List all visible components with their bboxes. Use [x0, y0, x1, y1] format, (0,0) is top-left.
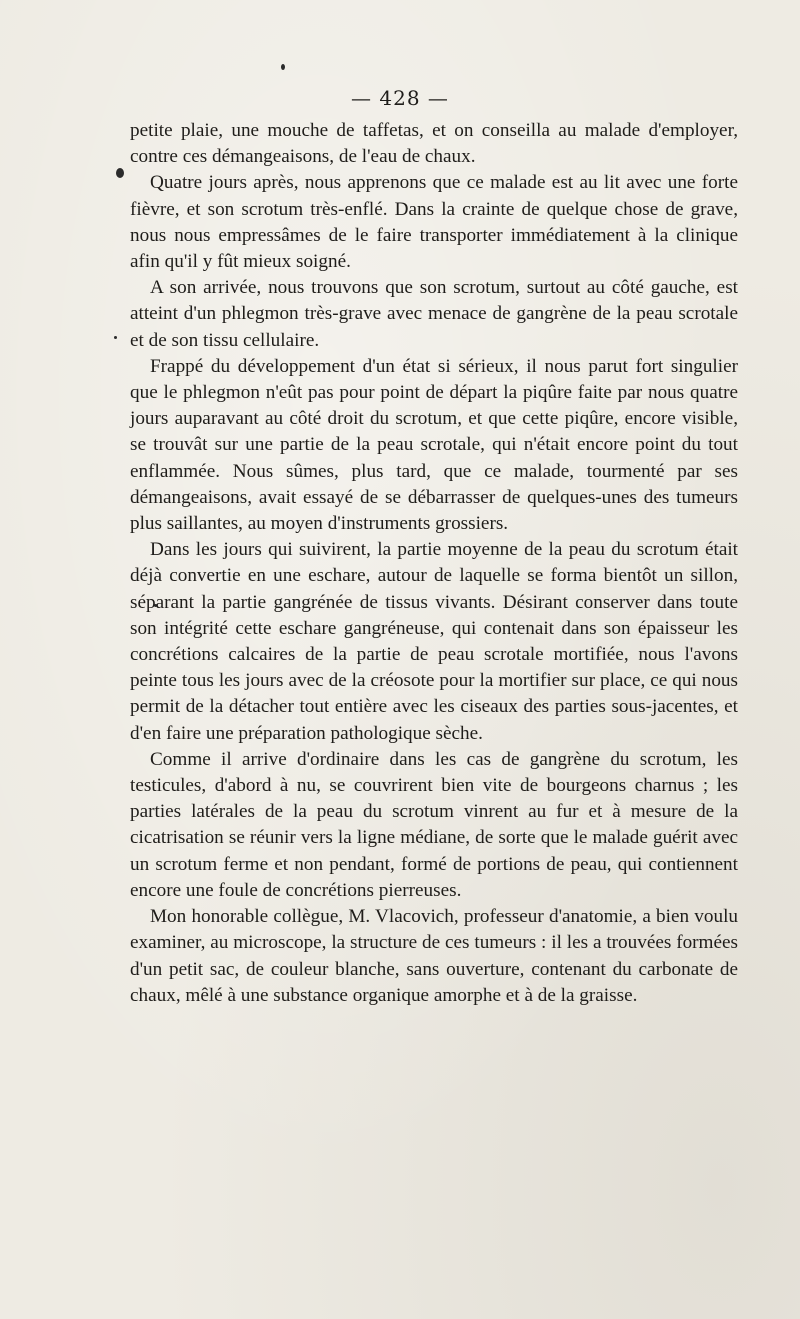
page-number: — 428 — [351, 86, 449, 110]
ink-speck [281, 64, 285, 70]
ink-speck [114, 336, 117, 339]
paragraph: Mon honorable collègue, M. Vlacovich, professeur d'anatomie, a bien voulu examiner, au microscope, la structure de ces tumeurs : il les a trouvées formées d'un petit sac, de couleur blanche, sans ouverture, contenant du carbonate de chaux, mêlé à une substance organique amorphe et à de la graisse. [130, 906, 738, 1006]
body-text [130, 118, 738, 1009]
paragraph: Frappé du développement d'un état si sérieux, il nous parut fort singulier que le phlegmon n'eût pas pour point de départ la piqûre faite par nous quatre jours auparavant au côté droit du scrotum, et que cette piqûre, encore visible, se trouvât sur une partie de la peau scrotale, qui n'était encore point du tout enflammée. Nous sûmes, plus tard, que ce malade, tourmenté par ses démangeaisons, avait essayé de se débarrasser de quelques-unes des tumeurs plus saillantes, au moyen d'instruments grossiers. [130, 355, 738, 535]
paragraph: Comme il arrive d'ordinaire dans les cas de gangrène du scrotum, les testicules, d'abord à nu, se couvrirent bien vite de bourgeons charnus ; les parties latérales de la peau du scrotum vinrent au fur et à mesure de la cicatrisation se réunir vers la ligne médiane, de sorte que le malade guérit avec un scrotum ferme et non pendant, formé de portions de peau, qui contiennent encore une foule de concrétions pierreuses. [130, 748, 738, 901]
paragraph: Quatre jours après, nous apprenons que ce malade est au lit avec une forte fièvre, et son scrotum très-enflé. Dans la crainte de quelque chose de grave, nous nous empressâmes de le faire transporter immédiatement à la clinique afin qu'il y fût mieux soigné. [130, 172, 738, 273]
paragraph: Dans les jours qui suivirent, la partie moyenne de la peau du scrotum était déjà convertie en une eschare, autour de laquelle se forma bientôt un sillon, séparant la partie gangrénée de tissus vivants. Désirant conserver dans toute son intégrité cette eschare gangréneuse, qui contenait dans son épaisseur les concrétions calcaires de la partie de peau scrotale mortifiée, nous l'avons peinte tous les jours avec de la créosote pour la mortifier sur place, ce qui nous permit de la détacher tout entière avec les ciseaux des parties sous-jacentes, et d'en faire une préparation pathologique sèche. [130, 539, 738, 744]
paragraph: petite plaie, une mouche de taffetas, et on conseilla au malade d'employer, contre ces démangeaisons, de l'eau de chaux. [130, 120, 738, 168]
paragraph: A son arrivée, nous trouvons que son scrotum, surtout au côté gauche, est atteint d'un phlegmon très-grave avec menace de gangrène de la peau scrotale et de son tissu cellulaire. [130, 277, 738, 351]
ink-speck [116, 168, 124, 178]
